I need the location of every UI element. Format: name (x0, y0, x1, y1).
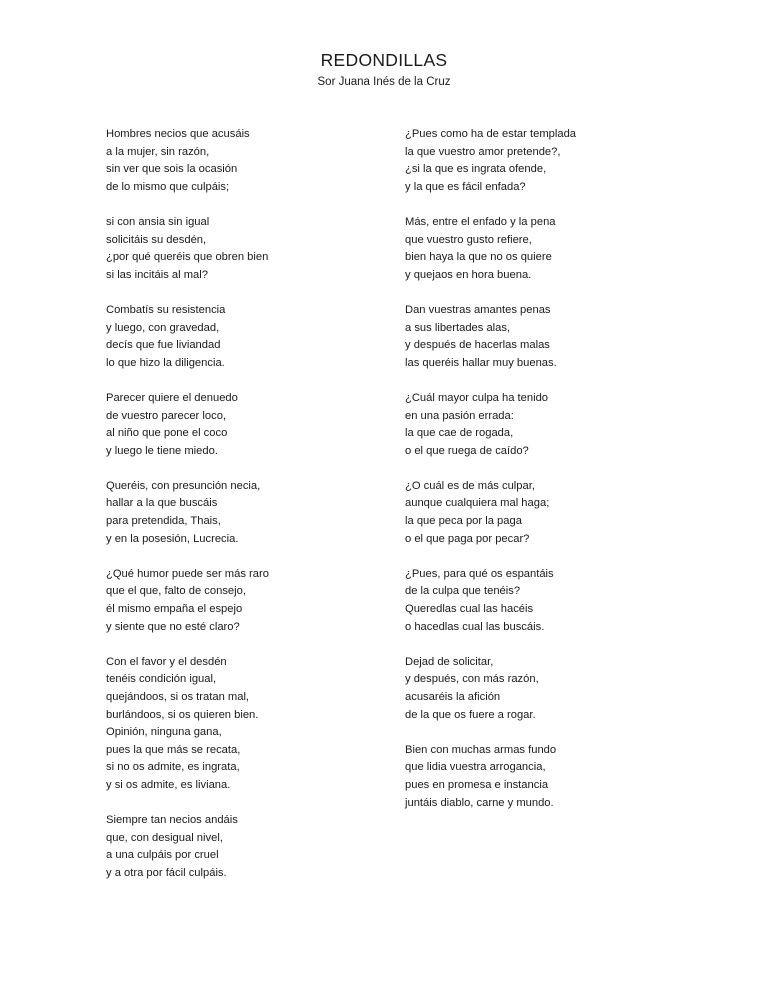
stanza (405, 214, 675, 284)
verse-line: acusaréis la afición (405, 691, 501, 703)
verse-line: Dan vuestras amantes penas (405, 303, 551, 316)
verse-line: a una culpáis por cruel (106, 849, 219, 862)
verse-line: o el que paga por pecar? (405, 532, 530, 545)
verse-line: ¿Pues, para qué os espantáis (405, 567, 554, 580)
verse-line: Queréis, con presunción necia, (106, 479, 261, 492)
verse-line: que, con desigual nivel, (106, 831, 223, 844)
verse-line: y quejaos en hora buena. (405, 268, 532, 281)
stanza (106, 302, 376, 372)
stanza (405, 390, 675, 460)
stanza (106, 654, 376, 795)
verse-line: Opinión, ninguna gana, (106, 726, 222, 739)
verse-line: y después, con más razón, (405, 673, 539, 686)
verse-line: en una pasión errada: (405, 409, 514, 422)
stanza (106, 478, 376, 548)
verse-line: burlándoos, si os quieren bien. (106, 708, 259, 721)
verse-line: de lo mismo que culpáis; (106, 180, 230, 193)
verse-line: Siempre tan necios andáis (106, 814, 238, 827)
verse-line: Queredlas cual las hacéis (405, 603, 534, 616)
verse-line: si no os admite, es ingrata, (106, 761, 240, 774)
stanza (405, 742, 675, 812)
stanza (106, 812, 376, 882)
page-title: REDONDILLAS (320, 50, 448, 70)
stanza (405, 126, 675, 196)
verse-line: para pretendida, Thais, (106, 515, 221, 528)
stanza (106, 390, 376, 460)
stanza (405, 654, 675, 724)
verse-line: de la culpa que tenéis? (405, 585, 521, 598)
verse-line: las queréis hallar muy buenas. (405, 356, 557, 369)
verse-line: pues la que más se recata, (106, 743, 241, 756)
verse-line: a la mujer, sin razón, (106, 145, 210, 158)
verse-line: quejándoos, si os tratan mal, (106, 691, 250, 703)
verse-line: y siente que no esté claro? (106, 620, 240, 633)
poem-column-left (106, 126, 376, 900)
verse-line: aunque cualquiera mal haga; (405, 497, 550, 510)
verse-line: si con ansia sin igual (106, 215, 210, 228)
verse-line: y en la posesión, Lucrecia. (106, 532, 239, 545)
verse-line: que lidia vuestra arrogancia, (405, 761, 546, 774)
verse-line: la que peca por la paga (405, 515, 522, 528)
verse-line: ¿Pues como ha de estar templada (405, 128, 577, 140)
verse-line: Más, entre el enfado y la pena (405, 215, 556, 228)
verse-line: y a otra por fácil culpáis. (106, 866, 227, 879)
verse-line: si las incitáis al mal? (106, 268, 208, 281)
verse-line: Combatís su resistencia (106, 303, 226, 316)
verse-line: y luego le tiene miedo. (106, 444, 218, 457)
verse-line: la que cae de rogada, (405, 427, 514, 440)
verse-line: Parecer quiere el denuedo (106, 391, 238, 404)
verse-line: juntáis diablo, carne y mundo. (405, 796, 554, 809)
stanza (405, 302, 675, 372)
verse-line: pues en promesa e instancia (405, 778, 549, 791)
verse-line: lo que hizo la diligencia. (106, 356, 225, 369)
verse-line: o el que ruega de caído? (405, 444, 529, 457)
stanza (405, 478, 675, 548)
verse-line: decís que fue liviandad (106, 339, 221, 352)
verse-line: bien haya la que no os quiere (405, 251, 552, 264)
stanza (106, 566, 376, 636)
verse-line: al niño que pone el coco (106, 427, 228, 440)
verse-line: de vuestro parecer loco, (106, 409, 227, 422)
poem-column-right (405, 126, 675, 830)
verse-line: él mismo empaña el espejo (106, 603, 243, 616)
verse-line: de la que os fuere a rogar. (405, 708, 536, 721)
verse-line: Dejad de solicitar, (405, 655, 494, 668)
stanza (106, 214, 376, 284)
verse-line: solicitáis su desdén, (106, 233, 207, 246)
verse-line: a sus libertades alas, (405, 321, 511, 334)
verse-line: ¿Cuál mayor culpa ha tenido (405, 391, 549, 404)
verse-line: que el que, falto de consejo, (106, 585, 246, 598)
verse-line: ¿por qué queréis que obren bien (106, 251, 269, 264)
verse-line: o hacedlas cual las buscáis. (405, 620, 545, 633)
verse-line: Bien con muchas armas fundo (405, 743, 557, 756)
verse-line: Con el favor y el desdén (106, 655, 227, 668)
verse-line: y si os admite, es liviana. (106, 778, 231, 791)
verse-line: y luego, con gravedad, (106, 321, 220, 334)
stanza (106, 126, 376, 196)
verse-line: tenéis condición igual, (106, 673, 217, 686)
verse-line: ¿si la que es ingrata ofende, (405, 163, 547, 176)
page-subtitle-author: Sor Juana Inés de la Cruz (317, 76, 451, 88)
verse-line: y después de hacerlas malas (405, 339, 550, 352)
verse-line: ¿O cuál es de más culpar, (405, 479, 535, 492)
verse-line: Hombres necios que acusáis (106, 128, 250, 140)
verse-line: y la que es fácil enfada? (405, 180, 526, 193)
verse-line: hallar a la que buscáis (106, 497, 218, 510)
verse-line: ¿Qué humor puede ser más raro (106, 567, 269, 580)
stanza (405, 566, 675, 636)
verse-line: sin ver que sois la ocasión (106, 163, 238, 176)
verse-line: que vuestro gusto refiere, (405, 233, 532, 246)
verse-line: la que vuestro amor pretende?, (405, 145, 561, 158)
